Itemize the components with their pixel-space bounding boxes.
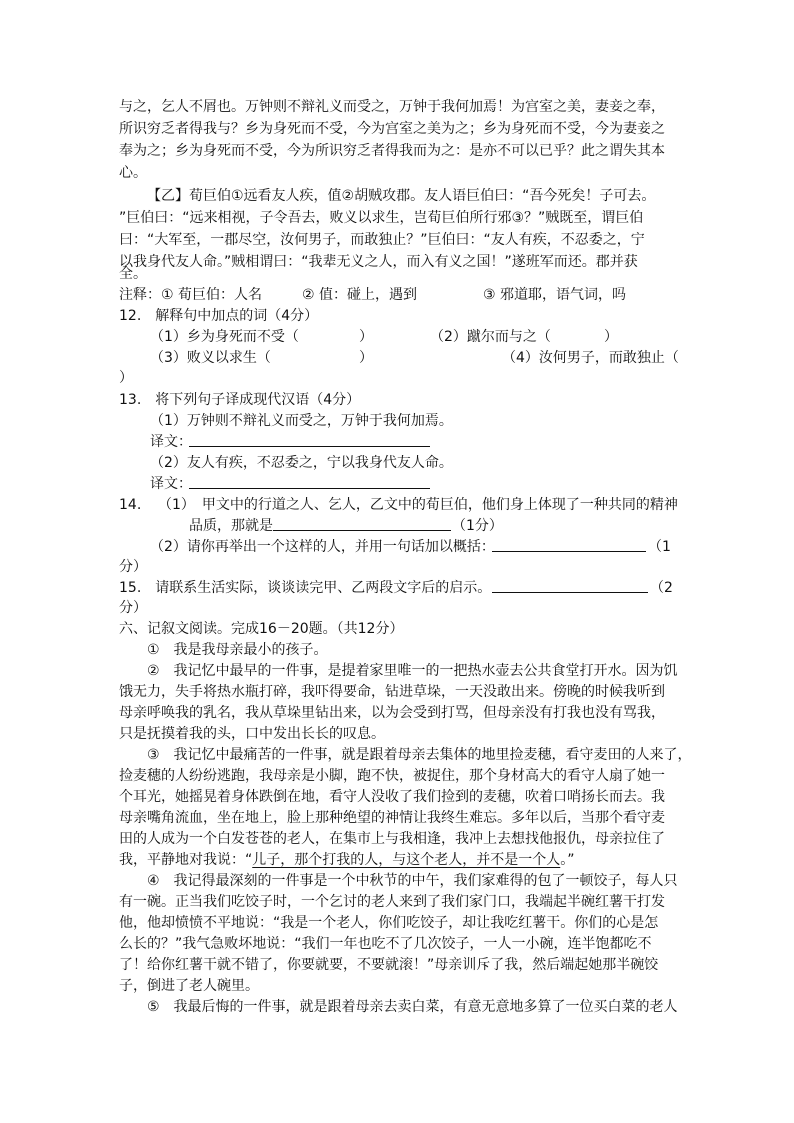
passage-b-line: 【乙】荀巨伯①远看友人疾，值②胡贼攻郡。友人语巨伯曰：“吾今死矣！子可去。	[147, 188, 656, 204]
story-p3-line: 母亲嘴角流血，坐在地上，脸上那种绝望的神情让我终生难忘。多年以后，当那个看守麦	[119, 810, 665, 826]
q12-overflow: ）	[119, 370, 133, 386]
q14-number: 14.	[119, 497, 142, 513]
q14-part-2: （2）请你再举出一个这样的人，并用一句话加以概括：	[150, 539, 495, 555]
passage-a-line: 奉为之；乡为身死而不受，今为所识穷乏者得我而为之：是亦不可以已乎？此之谓失其本	[119, 143, 665, 159]
q14-score-2-tail: 分）	[119, 559, 147, 575]
q14-score-2: （1	[648, 539, 671, 555]
translation-blank-2[interactable]	[189, 474, 430, 489]
passage-b-line: 以我身代友人命。”贼相谓曰：“我辈无义之人，而入有义之国！”遂班军而还。郡并获	[119, 254, 638, 270]
passage-b-line: 全。	[119, 266, 147, 282]
q13-title: 13. 将下列句子译成现代汉语（4分）	[119, 392, 361, 408]
note-1: ① 荀巨伯：人名	[161, 287, 263, 303]
story-p2-line: ② 我记忆中最早的一件事，是提着家里唯一的一把热水壶去公共食堂打开水。因为饥	[147, 663, 678, 679]
q12-close-2: ）	[604, 329, 618, 345]
translation-blank-1[interactable]	[189, 432, 430, 447]
passage-a-line: 与之，乞人不屑也。万钟则不辩礼义而受之，万钟于我何加焉！为宫室之美，妻妾之奉，	[119, 99, 665, 115]
q14-answer-blank-1[interactable]	[273, 516, 451, 531]
story-p3-last-prefix: 我，平静地对我说：“	[119, 852, 253, 868]
q14-part-1-continued: 品质，那就是	[189, 518, 273, 534]
story-p4-line: 了！给你红薯干就不错了，你要就要，不要就滚！”母亲训斥了我，然后端起她那半碗饺	[119, 957, 659, 973]
story-underlined-sentence: 儿子，那个打我的人，与这个老人，并不是一个人	[252, 852, 561, 868]
story-paragraph-1: ① 我是我母亲最小的孩子。	[147, 642, 328, 658]
passage-b-line: ”巨伯曰：“远来相视，子令吾去，败义以求生，岂荀巨伯所行邪③？”贼既至，谓巨伯	[119, 210, 644, 226]
q15-answer-blank[interactable]	[492, 578, 648, 593]
q12-item-1: （1）乡为身死而不受（	[150, 329, 299, 345]
story-p2-line: 饿无力，失手将热水瓶打碎，我吓得要命，钻进草垛，一天没敢出来。傍晚的时候我听到	[119, 684, 665, 700]
q12-close-1: ）	[359, 329, 373, 345]
note-2: ② 值：碰上，遇到	[302, 287, 418, 303]
notes-label: 注释：	[119, 287, 161, 303]
story-paragraph-5: ⑤ 我最后悔的一件事，就是跟着母亲去卖白菜，有意无意地多算了一位买白菜的老人	[147, 999, 678, 1015]
translation-label-2: 译文：	[150, 476, 192, 492]
story-p4-line: 子，倒进了老人碗里。	[119, 978, 259, 994]
story-p3-line: 个耳光，她摇晃着身体跌倒在地，看守人没收了我们捡到的麦穗，吹着口哨扬长而去。我	[119, 789, 665, 805]
q14-score-1: （1分）	[452, 518, 503, 534]
q12-item-3: （3）败义以求生（	[150, 350, 271, 366]
story-p2-line: 母亲呼唤我的乳名，我从草垛里钻出来，以为会受到打骂，但母亲没有打我也没有骂我，	[119, 705, 665, 721]
story-p3-line: 捡麦穗的人纷纷逃跑，我母亲是小脚，跑不快，被捉住，那个身材高大的看守人扇了她一	[119, 768, 665, 784]
section-6-title: 六、记叙文阅读。完成16－20题。（共12分）	[119, 621, 404, 637]
note-3: ③ 邪道耶，语气词，吗	[483, 287, 627, 303]
story-p3-line: 田的人成为一个白发苍苍的老人，在集市上与我相逢，我冲上去想找他报仇，母亲拉住了	[119, 831, 665, 847]
passage-a-line: 所识穷乏者得我与？乡为身死而不受，今为宫室之美为之；乡为身死而不受，今为妻妾之	[119, 121, 665, 137]
q13-sentence-2: （2）友人有疾，不忍委之，宁以我身代友人命。	[150, 455, 453, 471]
story-p4-line: 他，他却愤愤不平地说：“我是一个老人，你们吃饺子，却让我吃红薯干。你们的心是怎	[119, 915, 659, 931]
passage-a-line: 心。	[119, 165, 147, 181]
story-p3-line: ③ 我记忆中最痛苦的一件事，就是跟着母亲去集体的地里捡麦穗，看守麦田的人来了，	[147, 747, 692, 763]
q14-part-1: （1） 甲文中的行道之人、乞人，乙文中的荀巨伯，他们身上体现了一种共同的精神	[158, 497, 678, 513]
q12-item-4: （4）汝何男子，而敢独止（	[502, 350, 679, 366]
q13-sentence-1: （1）万钟则不辩礼义而受之，万钟于我何加焉。	[150, 413, 453, 429]
q12-item-2: （2）蹴尔而与之（	[430, 329, 551, 345]
story-p3-last-line	[119, 850, 575, 870]
q15-score: （2	[650, 580, 673, 596]
story-p4-line: ④ 我记得最深刻的一件事是一个中秋节的中午，我们家难得的包了一顿饺子，每人只	[147, 873, 678, 889]
story-p2-line: 只是抚摸着我的头，口中发出长长的叹息。	[119, 726, 385, 742]
q15-text: 15. 请联系生活实际，谈谈读完甲、乙两段文字后的启示。	[119, 580, 492, 596]
story-p4-line: 么长的？”我气急败坏地说：“我们一年也吃不了几次饺子，一人一小碗，连半饱都吃不	[119, 936, 652, 952]
passage-b-line: 曰：“大军至，一郡尽空，汝何男子，而敢独止？”巨伯曰：“友人有疾，不忍委之，宁	[119, 232, 645, 248]
story-p3-last-suffix: 。”	[560, 852, 575, 868]
story-p4-line: 有一碗。正当我们吃饺子时，一个乞讨的老人来到了我们家门口，我端起半碗红薯干打发	[119, 894, 665, 910]
translation-label-1: 译文：	[150, 434, 192, 450]
q14-answer-blank-2[interactable]	[492, 537, 646, 552]
q15-score-tail: 分）	[119, 600, 147, 616]
q12-close-3: ）	[359, 350, 373, 366]
q12-title: 12. 解释句中加点的词（4分）	[119, 308, 319, 324]
